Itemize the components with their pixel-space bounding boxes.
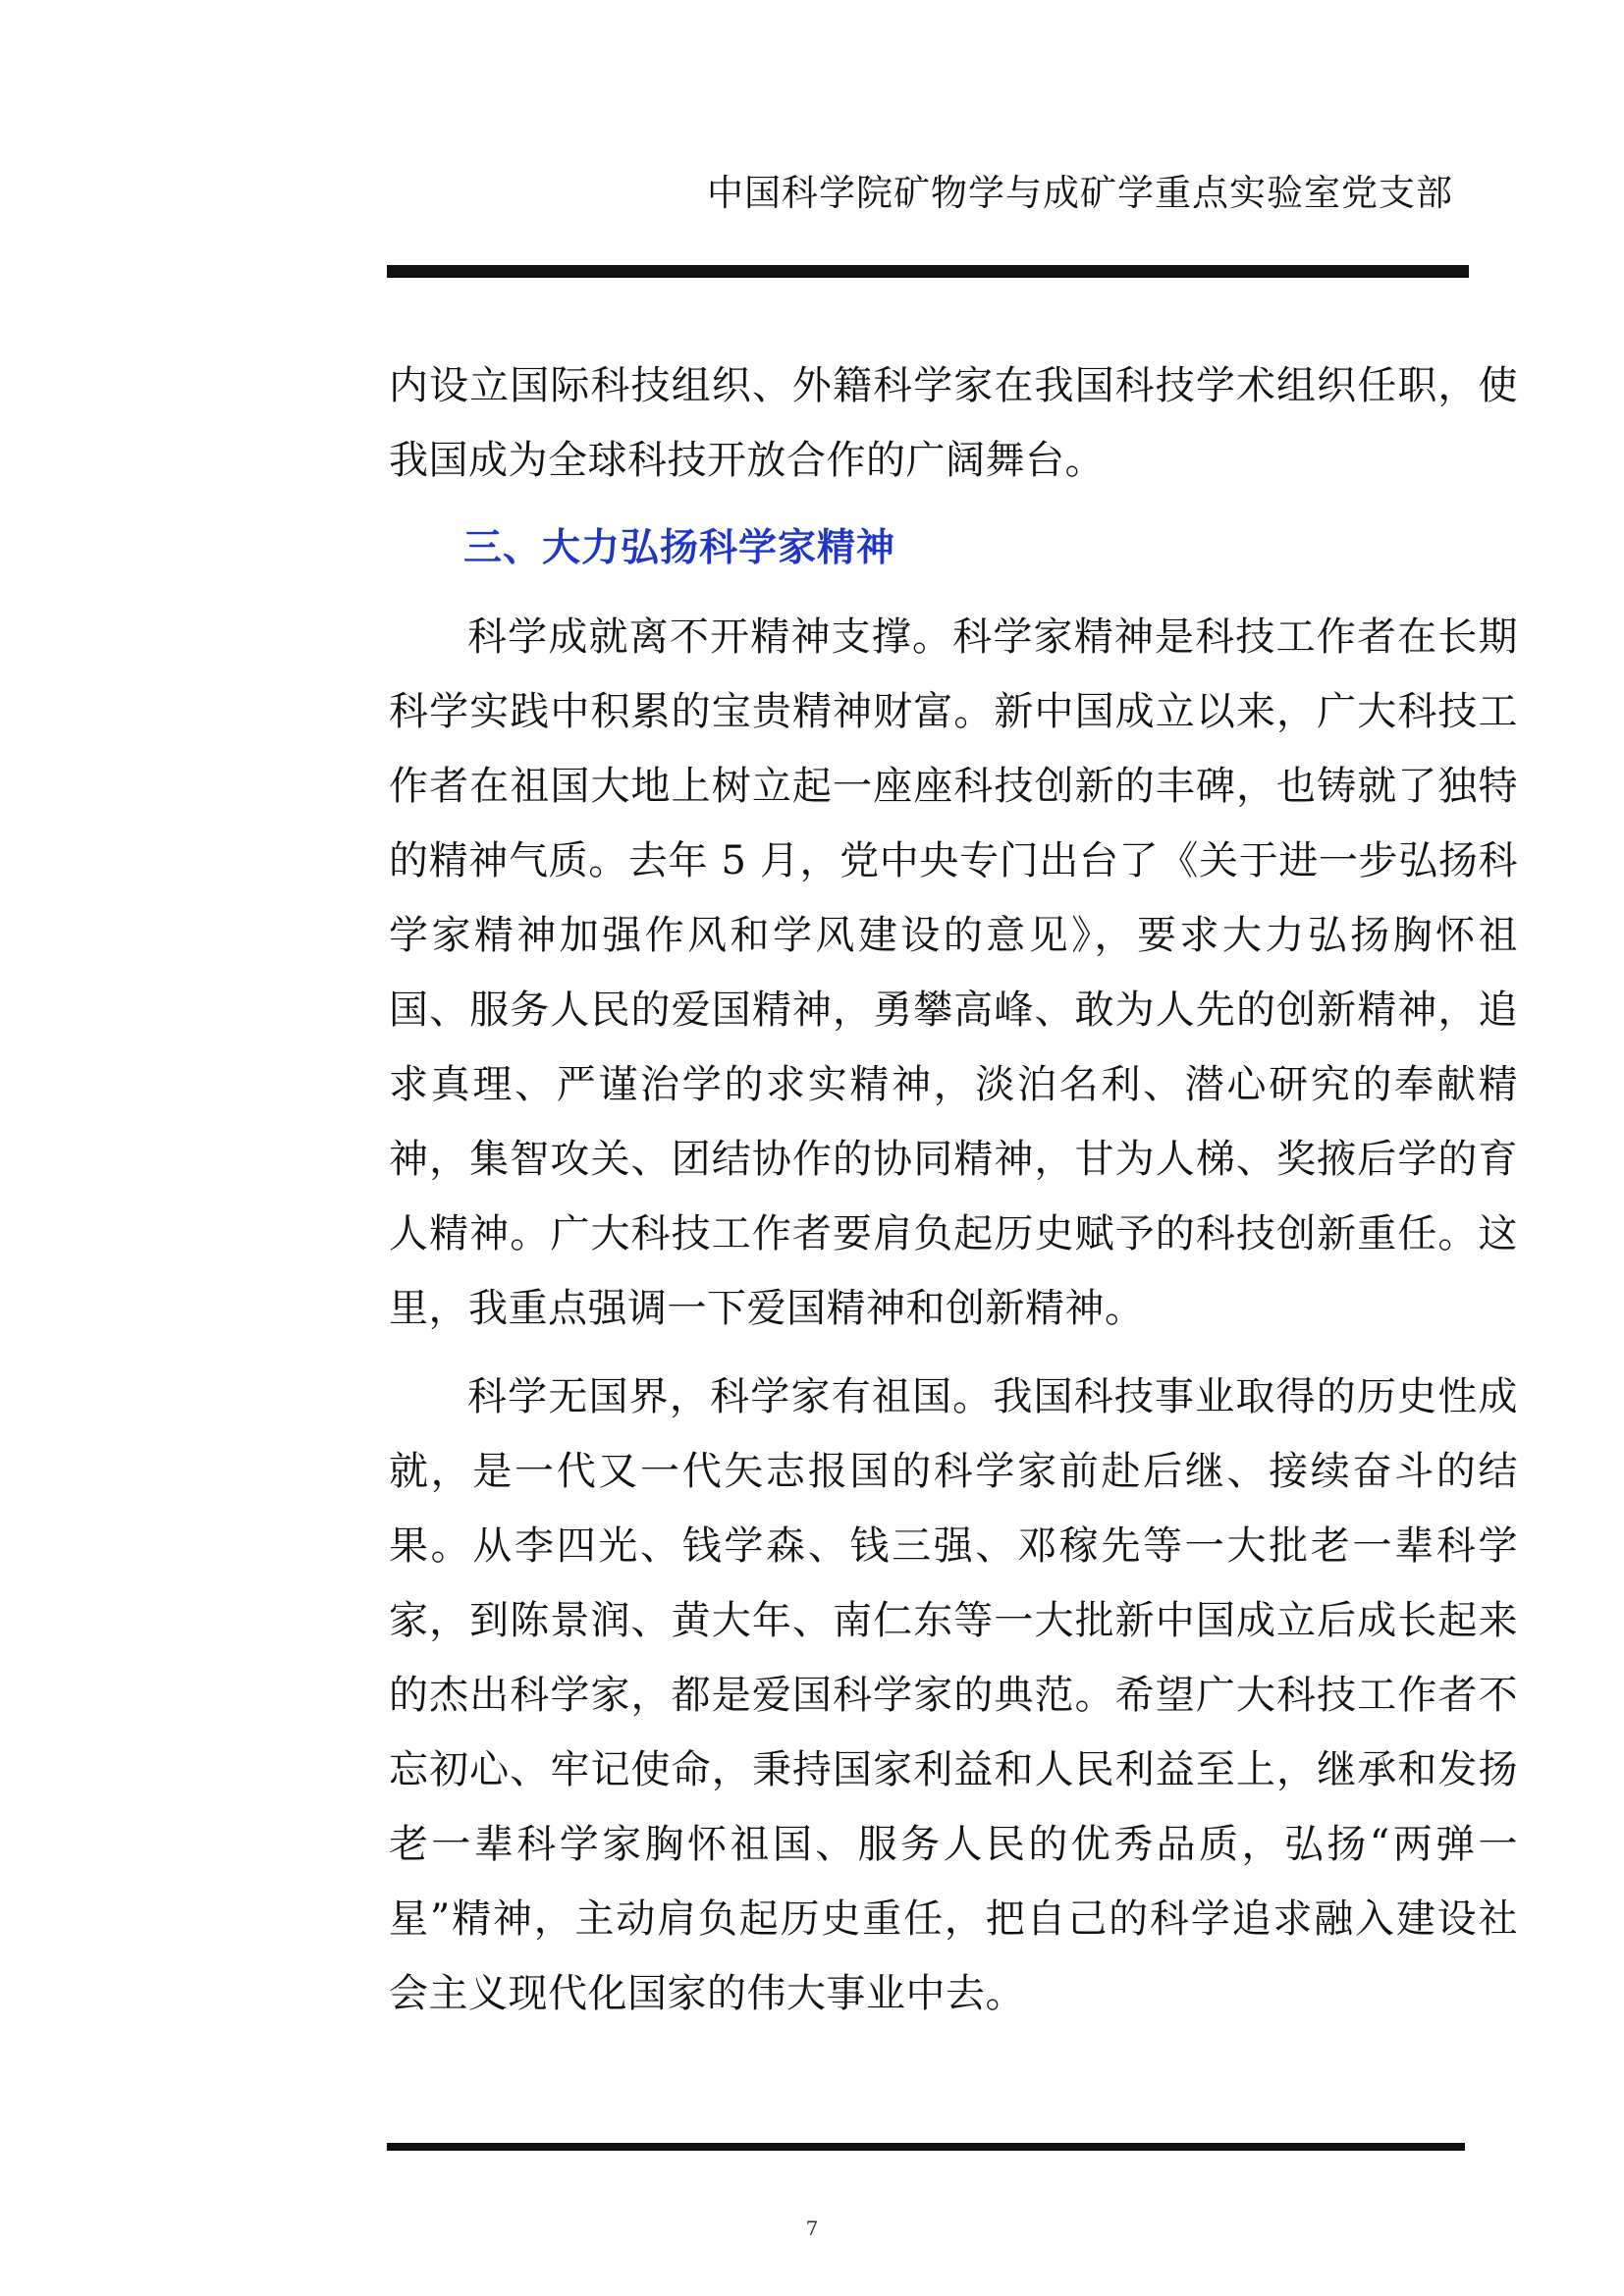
- page-number: 7: [805, 2216, 819, 2240]
- paragraph-patriotism: 科学无国界，科学家有祖国。我国科技事业取得的历史性成就，是一代又一代矢志报国的科学家前赴后继、接续奋斗的结果。从李四光、钱学森、钱三强、邓稼先等一大批老一辈科学家，到陈景润、黄大年、南仁东等一大批新中国成立后成长起来的杰出科学家，都是爱国科学家的典范。希望广大科技工作者不忘初心、牢记使命，秉持国家利益和人民利益至上，继承和发扬老一辈科学家胸怀祖国、服务人民的优秀品质，弘扬“两弹一星”精神，主动肩负起历史重任，把自己的科学追求融入建设社会主义现代化国家的伟大事业中去。: [389, 1374, 1518, 2016]
- header-rule: [387, 265, 1469, 278]
- paragraph-continued: 内设立国际科技组织、外籍科学家在我国科技学术组织任职，使我国成为全球科技开放合作的广阔舞台。: [389, 363, 1518, 483]
- section-heading: 三、大力弘扬科学家精神: [463, 526, 896, 570]
- footer-rule: [387, 2143, 1465, 2151]
- page-body: [389, 348, 1518, 2031]
- paragraph-scientist-spirit: 科学成就离不开精神支撑。科学家精神是科技工作者在长期科学实践中积累的宝贵精神财富。新中国成立以来，广大科技工作者在祖国大地上树立起一座座科技创新的丰碑，也铸就了独特的精神气质。去年 5 月，党中央专门出台了《关于进一步弘扬科学家精神加强作风和学风建设的意见》，要求大力弘扬胸怀祖国、服务人民的爱国精神，勇攀高峰、敢为人先的创新精神，追求真理、严谨治学的求实精神，淡泊名利、潜心研究的奉献精神，集智攻关、团结协作的协同精神，甘为人梯、奖掖后学的育人精神。广大科技工作者要肩负起历史赋予的科技创新重任。这里，我重点强调一下爱国精神和创新精神。: [389, 614, 1518, 1331]
- page-header-title: 中国科学院矿物学与成矿学重点实验室党支部: [707, 172, 1453, 214]
